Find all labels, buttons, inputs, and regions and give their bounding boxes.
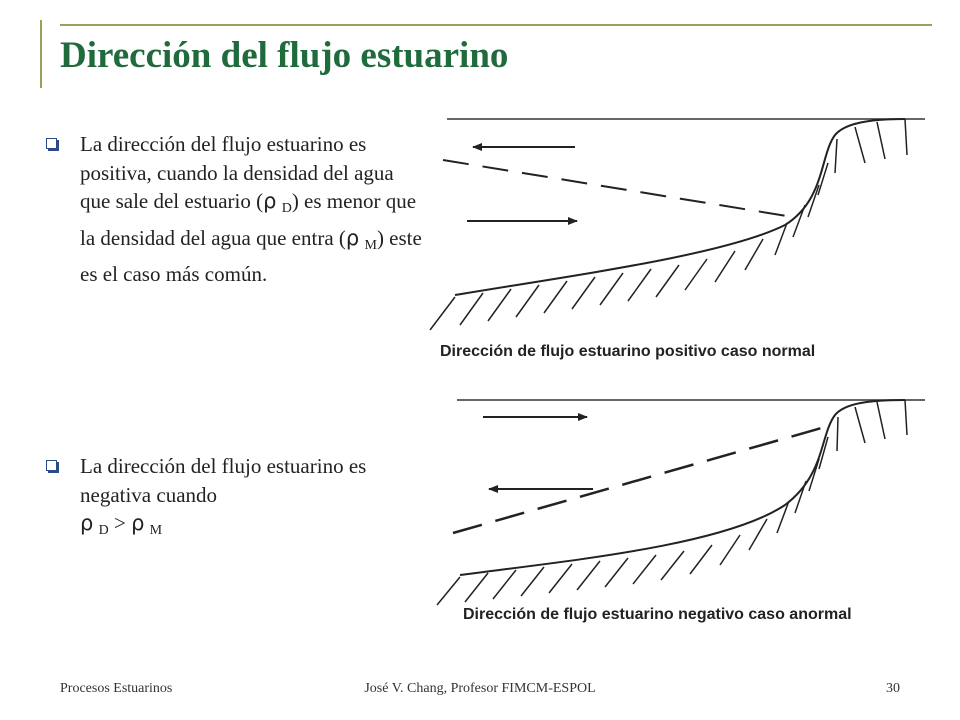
bottom-hatching	[437, 400, 907, 605]
figure-caption: Dirección de flujo estuarino negativo caso anormal	[463, 606, 852, 623]
bullet-text: ) este es el caso más común.	[80, 225, 422, 286]
subscript-d: D	[98, 523, 109, 538]
positive-flow-diagram	[430, 119, 925, 360]
operator: >	[113, 511, 126, 535]
figure-caption: Dirección de flujo estuarino positivo caso normal	[440, 343, 816, 360]
rho-symbol: ρ	[131, 511, 145, 535]
halocline-dashed-line	[453, 427, 825, 533]
footer-course: Procesos Estuarinos	[60, 681, 173, 696]
square-bullet-icon	[46, 460, 57, 471]
page-number: 30	[886, 681, 900, 696]
bullet-text: La dirección del flujo estuarino es negativa cuando	[80, 454, 367, 507]
bullet-text: La dirección del flujo estuarino es positiva, cuando la densidad del agua que sale del estuario (	[80, 132, 394, 213]
top-rule	[60, 24, 932, 26]
slide-title: Dirección del flujo estuarino	[60, 35, 509, 76]
bottom-hatching	[430, 119, 907, 330]
subscript-m: M	[364, 237, 377, 253]
rho-symbol: ρ	[80, 511, 94, 535]
bullet-text: ) es menor que la densidad del agua que entra (	[80, 189, 417, 250]
rho-symbol: ρ	[345, 225, 360, 250]
bullet-positive-flow	[80, 130, 425, 289]
halocline-dashed-line	[443, 160, 793, 217]
bullet-negative-flow	[80, 452, 425, 546]
negative-flow-diagram	[437, 400, 925, 623]
estuary-bottom-profile	[455, 119, 905, 295]
estuary-flow-diagrams	[425, 105, 935, 635]
footer-author: José V. Chang, Profesor FIMCM-ESPOL	[364, 681, 596, 696]
left-rule	[40, 20, 42, 88]
subscript-m: M	[149, 523, 163, 538]
subscript-d: D	[281, 201, 292, 216]
rho-symbol: ρ	[263, 189, 277, 213]
square-bullet-icon	[46, 138, 57, 149]
